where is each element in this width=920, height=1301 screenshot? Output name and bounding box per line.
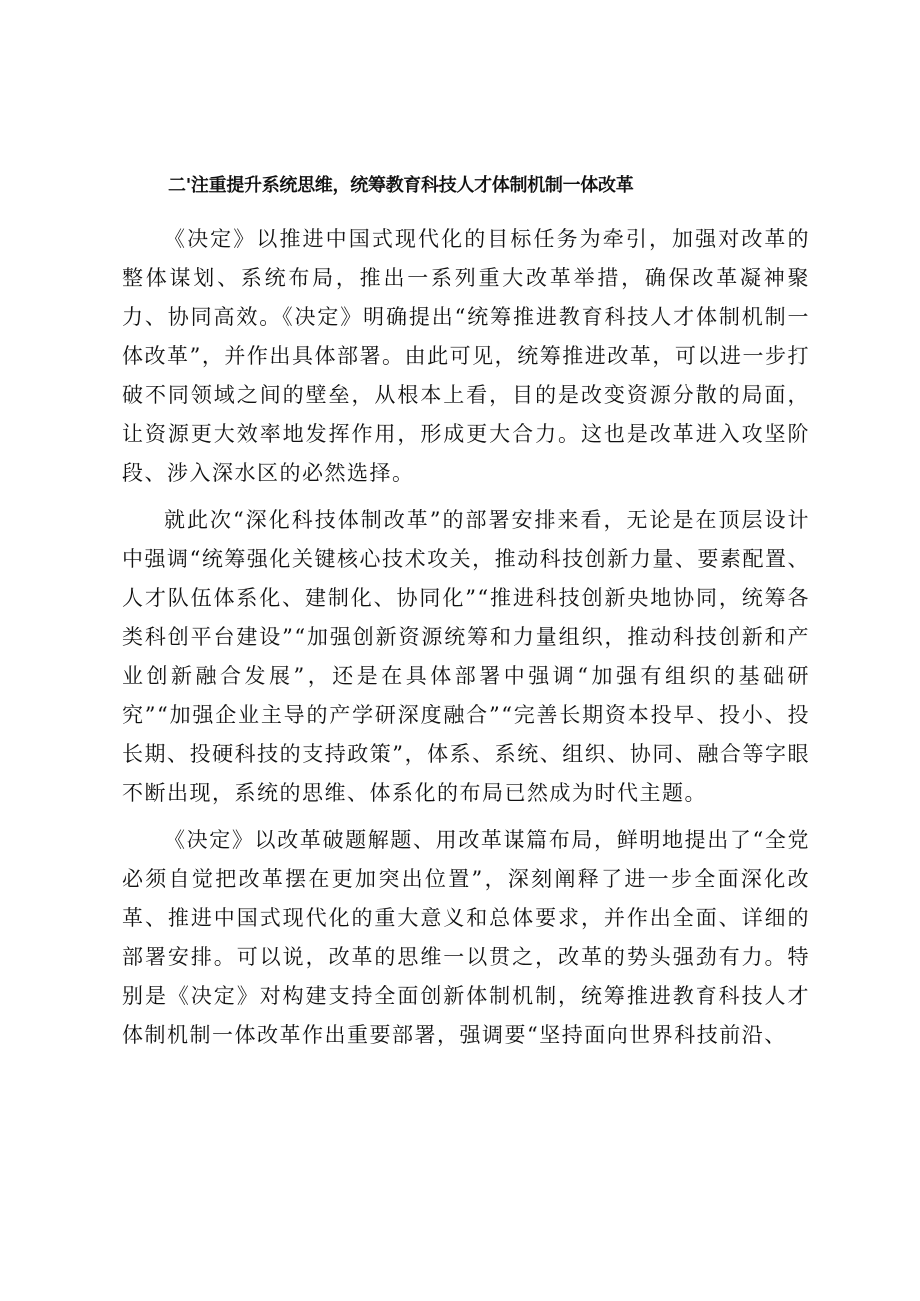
- section-heading: 二'注重提升系统思维，统筹教育科技人才体制机制一体改革: [168, 175, 634, 196]
- document-body: [122, 220, 810, 1055]
- paragraph-1: 《决定》以推进中国式现代化的目标任务为牵引，加强对改革的整体谋划、系统布局，推出一系列重大改革举措，确保改革凝神聚力、协同高效。《决定》明确提出“统筹推进教育科技人才体制机制一体改革”，并作出具体部署。由此可见，统筹推进改革，可以进一步打破不同领域之间的壁垒，从根本上看，目的是改变资源分散的局面，让资源更大效率地发挥作用，形成更大合力。这也是改革进入攻坚阶段、涉入深水区的必然选择。: [122, 227, 810, 485]
- paragraph-3: 《决定》以改革破题解题、用改革谋篇布局，鲜明地提出了“全党必须自觉把改革摆在更加突出位置”，深刻阐释了进一步全面深化改革、推进中国式现代化的重大意义和总体要求，并作出全面、详细的部署安排。可以说，改革的思维一以贯之，改革的势头强劲有力。特别是《决定》对构建支持全面创新体制机制，统筹推进教育科技人才体制机制一体改革作出重要部署，强调要“坚持面向世界科技前沿、: [122, 828, 810, 1047]
- paragraph-2: 就此次“深化科技体制改革”的部署安排来看，无论是在顶层设计中强调“统筹强化关键核心技术攻关，推动科技创新力量、要素配置、人才队伍体系化、建制化、协同化”“推进科技创新央地协同，统筹各类科创平台建设”“加强创新资源统筹和力量组织，推动科技创新和产业创新融合发展”，还是在具体部署中强调“加强有组织的基础研究”“加强企业主导的产学研深度融合”“完善长期资本投早、投小、投长期、投硬科技的支持政策”，体系、系统、组织、协同、融合等字眼不断出现，系统的思维、体系化的布局已然成为时代主题。: [122, 508, 810, 805]
